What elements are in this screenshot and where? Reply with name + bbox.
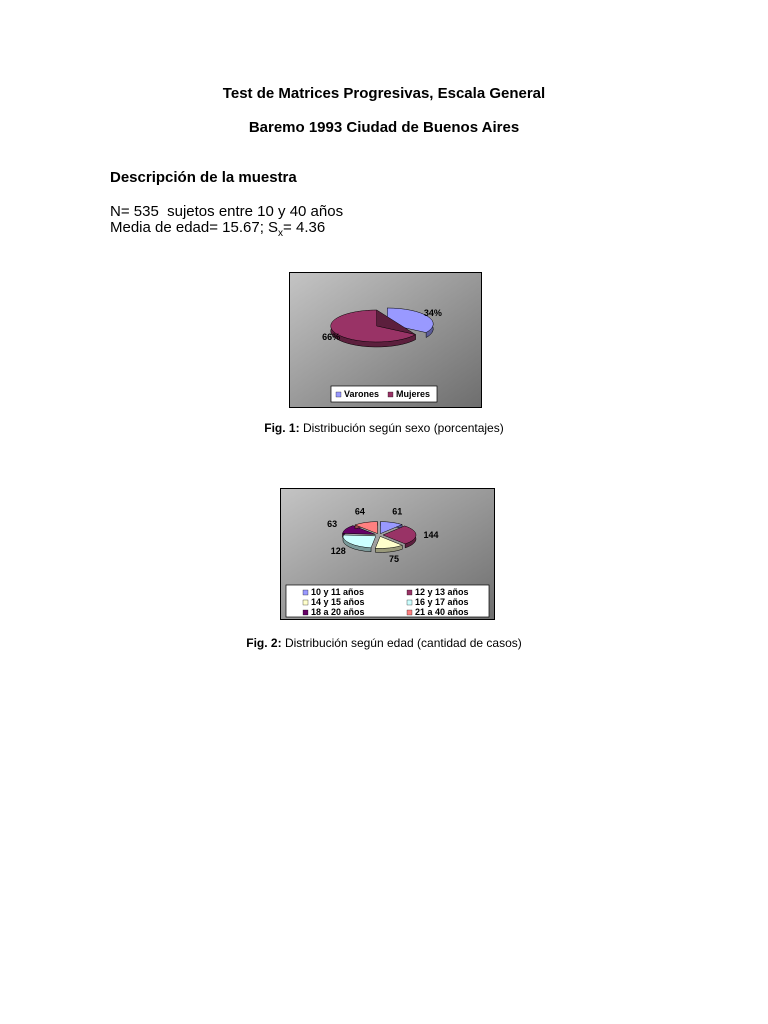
data-label-12-y-13-anos: 144 <box>423 529 439 540</box>
chart-sex-distribution <box>289 272 482 408</box>
figure-2-caption <box>0 636 768 650</box>
legend-label: 21 a 40 años <box>415 607 469 617</box>
figure-1-label: Fig. 1: <box>264 421 300 435</box>
legend-item-12-y-13-anos <box>407 587 469 597</box>
legend-label: Mujeres <box>396 389 431 399</box>
data-label-varones: 34% <box>423 308 442 319</box>
figure-1-caption <box>0 421 768 435</box>
mean-age-suffix: = 4.36 <box>283 219 326 236</box>
figure-2-text: Distribución según edad (cantidad de casos) <box>284 636 522 650</box>
mean-age-prefix: Media de edad= 15.67; S <box>110 219 279 236</box>
legend-item-10-y-11-anos <box>303 587 364 597</box>
legend-label: 12 y 13 años <box>415 587 469 597</box>
legend-label: 16 y 17 años <box>415 597 469 607</box>
sample-size-line: N= 535 sujetos entre 10 y 40 años <box>110 203 344 220</box>
figure-1-text: Distribución según sexo (porcentajes) <box>302 421 504 435</box>
figure-2-label: Fig. 2: <box>246 636 282 650</box>
section-heading: Descripción de la muestra <box>110 169 297 186</box>
data-label-21-a-40-anos: 64 <box>354 506 365 517</box>
data-label-mujeres: 66% <box>322 331 341 342</box>
document-title: Test de Matrices Progresivas, Escala General <box>222 85 546 102</box>
data-label-14-y-15-anos: 75 <box>389 554 400 565</box>
data-label-18-a-20-anos: 63 <box>327 519 338 530</box>
legend-item-21-a-40-anos <box>407 607 469 617</box>
legend-label: Varones <box>344 389 380 399</box>
legend-item-14-y-15-anos <box>303 597 365 607</box>
data-label-10-y-11-anos: 61 <box>392 506 403 517</box>
mean-age-line <box>110 219 325 239</box>
chart-age-distribution-svg <box>281 489 494 619</box>
legend-item-16-y-17-anos <box>407 597 469 607</box>
legend-item-18-a-20-anos <box>303 607 365 617</box>
data-label-16-y-17-anos: 128 <box>330 545 346 556</box>
legend-label: 18 a 20 años <box>311 607 365 617</box>
chart-age-distribution <box>280 488 495 620</box>
mean-age-subscript: x <box>278 228 284 239</box>
legend-label: 14 y 15 años <box>311 597 365 607</box>
chart-sex-distribution-svg <box>290 273 481 407</box>
document-subtitle: Baremo 1993 Ciudad de Buenos Aires <box>248 119 520 136</box>
legend-label: 10 y 11 años <box>311 587 365 597</box>
